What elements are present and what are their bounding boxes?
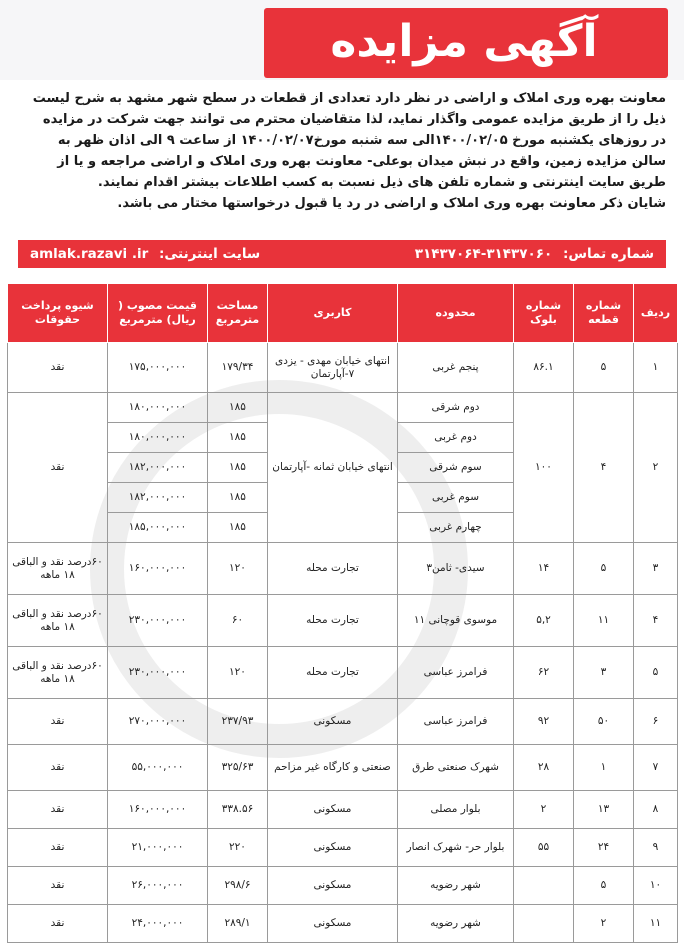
website-info	[30, 240, 260, 268]
phone-info	[415, 240, 654, 268]
cell-masahat: ۲۲۰	[208, 829, 268, 867]
cell-karbari: مسکونی	[268, 829, 398, 867]
cell-karbari: مسکونی	[268, 905, 398, 943]
intro-line: شایان ذکر معاونت بهره وری املاک و اراضی در رد یا قبول درخواستها مختار می باشد.	[117, 196, 666, 211]
table-row	[8, 905, 678, 943]
cell-gheymat: ۱۸۵,۰۰۰,۰۰۰	[108, 513, 208, 543]
cell-gheymat: ۵۵,۰۰۰,۰۰۰	[108, 745, 208, 791]
website-label: سایت اینترنتی:	[159, 246, 261, 262]
cell-mahdoode: شهرک صنعتی طرق	[398, 745, 514, 791]
cell-ghete: ۳	[574, 647, 634, 699]
cell-pardakht: نقد	[8, 699, 108, 745]
header-gheymat: قیمت مصوب ( ریال) مترمربع	[108, 284, 208, 343]
cell-pardakht: نقد	[8, 867, 108, 905]
cell-mahdoode: سوم غربی	[398, 483, 514, 513]
cell-block: ۹۲	[514, 699, 574, 745]
cell-mahdoode: فرامرز عباسی	[398, 699, 514, 745]
header-ghete: شماره قطعه	[574, 284, 634, 343]
auction-table	[7, 283, 678, 943]
cell-gheymat: ۱۸۰,۰۰۰,۰۰۰	[108, 423, 208, 453]
cell-karbari: مسکونی	[268, 867, 398, 905]
cell-ghete: ۵۰	[574, 699, 634, 745]
cell-gheymat: ۲۳۰,۰۰۰,۰۰۰	[108, 595, 208, 647]
cell-radif: ۱۰	[634, 867, 678, 905]
table-row	[8, 595, 678, 647]
cell-ghete: ۵	[574, 867, 634, 905]
cell-masahat: ۲۳۷/۹۳	[208, 699, 268, 745]
cell-pardakht: ۶۰درصد نقد و الباقی ۱۸ ماهه	[8, 595, 108, 647]
cell-radif: ۶	[634, 699, 678, 745]
cell-masahat: ۳۲۵/۶۳	[208, 745, 268, 791]
table-row	[8, 393, 678, 423]
cell-karbari: تجارت محله	[268, 647, 398, 699]
cell-karbari: مسکونی	[268, 791, 398, 829]
table-row	[8, 699, 678, 745]
cell-karbari: تجارت محله	[268, 543, 398, 595]
cell-block: ۵۵	[514, 829, 574, 867]
table-header-row	[8, 284, 678, 343]
intro-line: طریق سایت اینترنتی و شماره تلفن های ذیل نسبت به کسب اطلاعات بیشتر اقدام نمایند.	[97, 175, 666, 190]
header-mahdoode: محدوده	[398, 284, 514, 343]
cell-ghete: ۵	[574, 543, 634, 595]
cell-block: ۶۲	[514, 647, 574, 699]
cell-radif: ۸	[634, 791, 678, 829]
table-row	[8, 543, 678, 595]
cell-karbari: تجارت محله	[268, 595, 398, 647]
cell-radif: ۴	[634, 595, 678, 647]
cell-block	[514, 905, 574, 943]
cell-pardakht: نقد	[8, 343, 108, 393]
cell-radif: ۲	[634, 393, 678, 543]
cell-ghete: ۱	[574, 745, 634, 791]
intro-line: معاونت بهره وری املاک و اراضی در نظر دارد تعدادی از قطعات در سطح شهر مشهد به شرح لیست	[32, 91, 666, 106]
cell-masahat: ۲۸۹/۱	[208, 905, 268, 943]
table-row	[8, 791, 678, 829]
cell-gheymat: ۲۶,۰۰۰,۰۰۰	[108, 867, 208, 905]
website-link[interactable]: amlak.razavi .ir	[30, 246, 149, 262]
cell-masahat: ۱۲۰	[208, 647, 268, 699]
cell-block: ۱۴	[514, 543, 574, 595]
cell-karbari: انتهای خیابان مهدی - یزدی ۷-آپارتمان	[268, 343, 398, 393]
intro-line: ذیل را از طریق مزایده عمومی واگذار نماید، لذا متقاضیان محترم می توانند جهت شرکت در مزایده	[42, 112, 666, 127]
cell-block: ۲	[514, 791, 574, 829]
cell-masahat: ۱۸۵	[208, 513, 268, 543]
cell-karbari: صنعتی و کارگاه غیر مزاحم	[268, 745, 398, 791]
cell-masahat: ۶۰	[208, 595, 268, 647]
cell-mahdoode: شهر رضویه	[398, 905, 514, 943]
cell-masahat: ۱۸۵	[208, 393, 268, 423]
intro-line: در روزهای یکشنبه مورخ ۱۴۰۰/۰۲/۰۵الی سه شنبه مورخ۱۴۰۰/۰۲/۰۷ از ساعت ۹ الی اذان ظهر به	[57, 133, 666, 148]
cell-block: ۲۸	[514, 745, 574, 791]
table-row	[8, 647, 678, 699]
table-row	[8, 343, 678, 393]
cell-ghete: ۲۴	[574, 829, 634, 867]
cell-gheymat: ۱۶۰,۰۰۰,۰۰۰	[108, 791, 208, 829]
cell-mahdoode: سوم شرقی	[398, 453, 514, 483]
page-title: آگهی مزایده زمین	[330, 16, 598, 123]
cell-pardakht: نقد	[8, 905, 108, 943]
cell-ghete: ۲	[574, 905, 634, 943]
cell-masahat: ۱۷۹/۳۴	[208, 343, 268, 393]
cell-mahdoode: بلوار مصلی	[398, 791, 514, 829]
cell-block: ۱۰۰	[514, 393, 574, 543]
cell-block: ۵,۲	[514, 595, 574, 647]
cell-radif: ۹	[634, 829, 678, 867]
cell-mahdoode: پنجم غربی	[398, 343, 514, 393]
cell-masahat: ۱۸۵	[208, 483, 268, 513]
intro-line: سالن مزایده زمین، واقع در نبش میدان بوعلی- معاونت بهره وری املاک و اراضی مراجعه و یا از	[57, 154, 666, 169]
cell-mahdoode: فرامرز عباسی	[398, 647, 514, 699]
intro-text	[18, 88, 666, 236]
cell-radif: ۱	[634, 343, 678, 393]
cell-masahat: ۱۲۰	[208, 543, 268, 595]
cell-gheymat: ۲۳۰,۰۰۰,۰۰۰	[108, 647, 208, 699]
cell-gheymat: ۱۸۰,۰۰۰,۰۰۰	[108, 393, 208, 423]
table-row	[8, 867, 678, 905]
cell-masahat: ۳۳۸.۵۶	[208, 791, 268, 829]
cell-radif: ۱۱	[634, 905, 678, 943]
cell-radif: ۵	[634, 647, 678, 699]
cell-karbari: مسکونی	[268, 699, 398, 745]
cell-gheymat: ۲۴,۰۰۰,۰۰۰	[108, 905, 208, 943]
header-karbari: کاربری	[268, 284, 398, 343]
cell-masahat: ۱۸۵	[208, 423, 268, 453]
cell-pardakht: نقد	[8, 829, 108, 867]
table-row	[8, 745, 678, 791]
cell-mahdoode: بلوار حر- شهرک انصار	[398, 829, 514, 867]
header-pardakht: شیوه پرداخت حقوقات	[8, 284, 108, 343]
cell-pardakht: نقد	[8, 791, 108, 829]
header-radif: ردیف	[634, 284, 678, 343]
cell-radif: ۳	[634, 543, 678, 595]
table-row	[8, 829, 678, 867]
header-masahat: مساحت مترمربع	[208, 284, 268, 343]
cell-mahdoode: شهر رضویه	[398, 867, 514, 905]
cell-block	[514, 867, 574, 905]
phone-numbers: ۳۱۴۳۷۰۶۰-۳۱۴۳۷۰۶۴	[414, 246, 553, 262]
cell-mahdoode: سیدی- ثامن۳	[398, 543, 514, 595]
cell-gheymat: ۲۱,۰۰۰,۰۰۰	[108, 829, 208, 867]
cell-karbari: انتهای خیابان ثمانه -آپارتمان	[268, 393, 398, 543]
cell-pardakht: نقد	[8, 745, 108, 791]
cell-mahdoode: دوم شرقی	[398, 393, 514, 423]
cell-gheymat: ۱۸۲,۰۰۰,۰۰۰	[108, 453, 208, 483]
cell-ghete: ۴	[574, 393, 634, 543]
cell-ghete: ۱۳	[574, 791, 634, 829]
phone-label: شماره تماس:	[562, 246, 654, 262]
cell-masahat: ۱۸۵	[208, 453, 268, 483]
contact-bar	[18, 240, 666, 268]
cell-pardakht: نقد	[8, 393, 108, 543]
cell-ghete: ۱۱	[574, 595, 634, 647]
cell-mahdoode: دوم غربی	[398, 423, 514, 453]
cell-radif: ۷	[634, 745, 678, 791]
cell-mahdoode: چهارم غربی	[398, 513, 514, 543]
cell-ghete: ۵	[574, 343, 634, 393]
cell-pardakht: ۶۰درصد نقد و الباقی ۱۸ ماهه	[8, 543, 108, 595]
cell-mahdoode: موسوی قوچانی ۱۱	[398, 595, 514, 647]
cell-pardakht: ۶۰درصد نقد و الباقی ۱۸ ماهه	[8, 647, 108, 699]
cell-gheymat: ۱۶۰,۰۰۰,۰۰۰	[108, 543, 208, 595]
cell-gheymat: ۲۷۰,۰۰۰,۰۰۰	[108, 699, 208, 745]
cell-gheymat: ۱۸۲,۰۰۰,۰۰۰	[108, 483, 208, 513]
header-block: شماره بلوک	[514, 284, 574, 343]
cell-block: ۸۶.۱	[514, 343, 574, 393]
cell-gheymat: ۱۷۵,۰۰۰,۰۰۰	[108, 343, 208, 393]
cell-masahat: ۲۹۸/۶	[208, 867, 268, 905]
